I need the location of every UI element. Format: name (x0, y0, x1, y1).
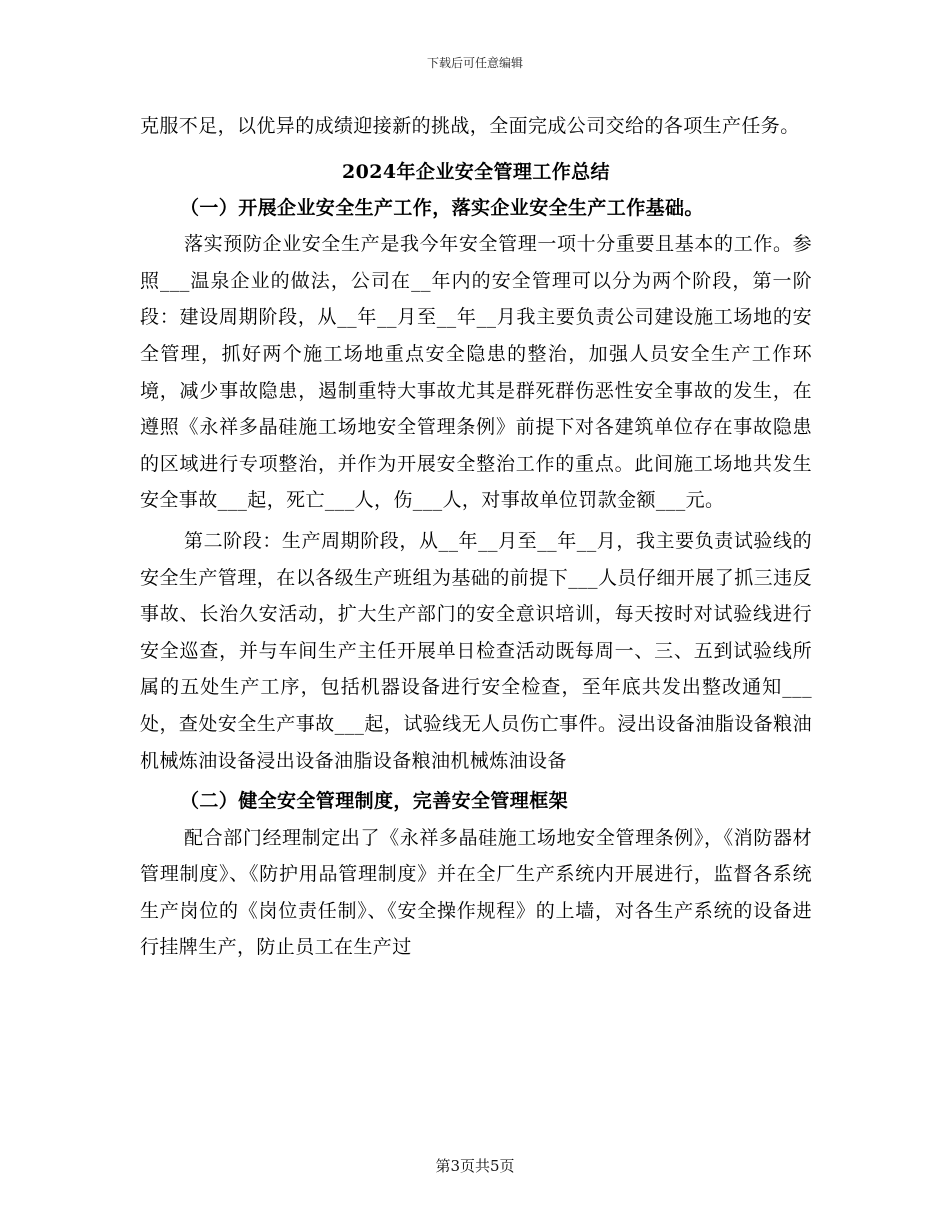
intro-paragraph: 克服不足，以优异的成绩迎接新的挑战，全面完成公司交给的各项生产任务。 (140, 115, 800, 137)
section-1-paragraph-2: 第二阶段：生产周期阶段，从__年__月至__年__月，我主要负责试验线的安全生产管理，在以各级生产班组为基础的前提下___人员仔细开展了抓三违反事故、长治久安活动，扩大生产部门的安全意识培训，每天按时对试验线进行安全巡查，并与车间生产主任开展单日检查活动既每周一、三、五到试验线所属的五处生产工序，包括机器设备进行安全检查，至年底共发出整改通知___处，查处安全生产事故___起，试验线无人员伤亡事件。浸出设备油脂设备粮油机械炼油设备浸出设备油脂设备粮油机械炼油设备 (140, 529, 812, 772)
page-number: 第3页共5页 (435, 1157, 515, 1175)
section-1-heading: （一）开展企业安全生产工作，落实企业安全生产工作基础。 (180, 196, 704, 219)
document-title: 2024年企业安全管理工作总结 (342, 160, 610, 183)
document-body (140, 108, 812, 966)
page-header-note: 下载后可任意编辑 (426, 56, 523, 70)
section-1-paragraph-1: 落实预防企业安全生产是我今年安全管理一项十分重要且基本的工作。参照___温泉企业的做法，公司在__年内的安全管理可以分为两个阶段，第一阶段：建设周期阶段，从__年__月至__年__月我主要负责公司建设施工场地的安全管理，抓好两个施工场地重点安全隐患的整治，加强人员安全生产工作环境，减少事故隐患，遏制重特大事故尤其是群死群伤恶性安全事故的发生，在遵照《永祥多晶硅施工场地安全管理条例》前提下对各建筑单位存在事故隐患的区域进行专项整治，并作为开展安全整治工作的重点。此间施工场地共发生安全事故___起，死亡___人，伤___人，对事故单位罚款金额___元。 (140, 233, 812, 512)
section-2-paragraph-1: 配合部门经理制定出了《永祥多晶硅施工场地安全管理条例》，《消防器材管理制度》、《防护用品管理制度》并在全厂生产系统内开展进行，监督各系统生产岗位的《岗位责任制》、《安全操作规程》的上墙，对各生产系统的设备进行挂牌生产，防止员工在生产过 (140, 826, 812, 959)
section-2-heading: （二）健全安全管理制度，完善安全管理框架 (180, 790, 569, 813)
